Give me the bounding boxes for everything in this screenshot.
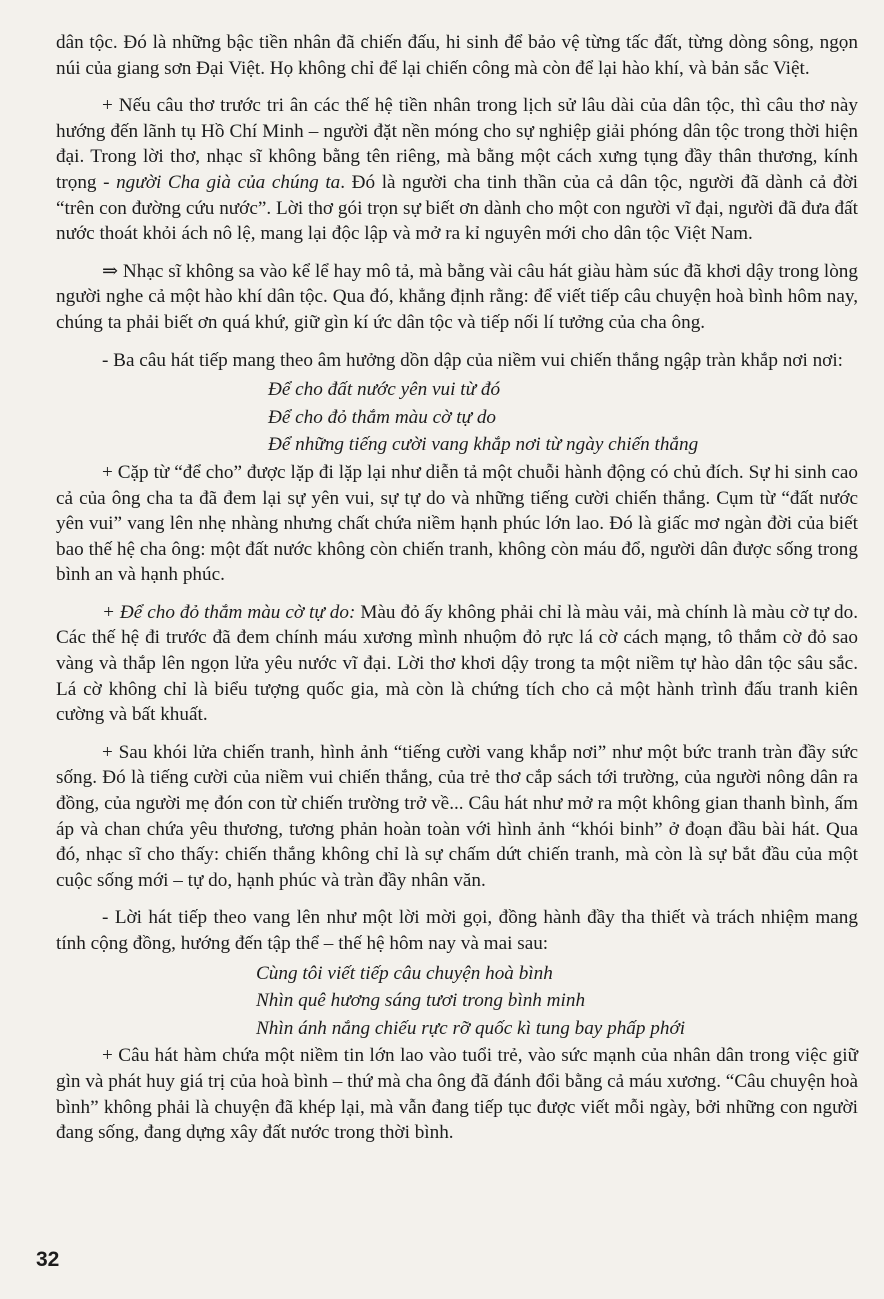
paragraph-5: + Cặp từ “để cho” được lặp đi lặp lại như diễn tả một chuỗi hành động có chủ đích. Sự hi sinh cao cả của ông cha ta đã đem lại sự yên vui, sự tự do và những tiếng cười chiến thắng. Cụm từ “đất nước yên vui” vang lên nhẹ nhàng nhưng chất chứa niềm hạnh phúc lớn lao. Đó là giấc mơ ngàn đời của biết bao thế hệ cha ông: một đất nước không còn chiến tranh, không còn máu đổ, người dân được sống trong bình an và hạnh phúc. [56,461,858,586]
verse-line: Cùng tôi viết tiếp câu chuyện hoà bình [256,962,553,984]
paragraph-6-rest: Màu đỏ ấy không phải chỉ là màu vải, mà chính là màu cờ tự do. Các thế hệ đi trước đã đem chính máu xương mình nhuộm đỏ rực lá cờ cách mạng, tô thắm cờ đỏ sao vàng và thắp lên ngọn lửa yêu nước vĩ đại. Lời thơ khơi dậy trong ta một niềm tự hào dân tộc sâu sắc. Lá cờ không chỉ là biểu tượng quốc gia, mà còn là chứng tích cho cả một hành trình đấu tranh kiên cường và bất khuất. [56,601,858,726]
verse-line: Để cho đỏ thắm màu cờ tự do [268,406,497,428]
verse-block-1 [56,377,858,458]
paragraph-9: + Câu hát hàm chứa một niềm tin lớn lao vào tuổi trẻ, vào sức mạnh của nhân dân trong việc giữ gìn và phát huy giá trị của hoà bình – thứ mà cha ông đã đánh đổi bằng cả máu xương. “Câu chuyện hoà bình” không phải là chuyện đã khép lại, mà vẫn đang tiếp tục được viết mỗi ngày, bởi những con người đang sống, đang dựng xây đất nước trong thời bình. [56,1045,858,1144]
verse-block-2 [56,961,858,1042]
paragraph-2-start: + Nếu câu thơ trước tri ân các thế hệ tiền nhân trong lịch sử lâu dài của dân tộc, thì câu thơ này hướng đến lãnh tụ Hồ Chí Minh – người đặt nền móng cho sự nghiệp giải phóng dân tộc trong thời hiện đại. Trong lời thơ, nhạc sĩ không bằng tên riêng, mà bằng một cách xưng tụng đầy thân thương, kính trọng - [56,95,858,193]
paragraph-4: - Ba câu hát tiếp mang theo âm hưởng dồn dập của niềm vui chiến thắng ngập tràn khắp nơi nơi: [102,349,843,371]
paragraph-2-end: . Đó là người cha tinh thần của cả dân tộc, người đã dành cả đời “trên con đường cứu nước”. Lời thơ gói trọn sự biết ơn dành cho một con người vĩ đại, người đã đưa đất nước thoát khỏi ách nô lệ, mang lại độc lập và mở ra kỉ nguyên mới cho dân tộc Việt Nam. [56,171,858,245]
paragraph-6 [56,600,858,728]
verse-line: Để cho đất nước yên vui từ đó [268,379,501,401]
paragraph-1: dân tộc. Đó là những bậc tiền nhân đã chiến đấu, hi sinh để bảo vệ từng tấc đất, từng dòng sông, ngọn núi của giang sơn Đại Việt. Họ không chỉ để lại chiến công mà còn để lại hào khí, và bản sắc Việt. [56,32,858,79]
paragraph-7: + Sau khói lửa chiến tranh, hình ảnh “tiếng cười vang khắp nơi” như một bức tranh tràn đầy sức sống. Đó là tiếng cười của niềm vui chiến thắng, của trẻ thơ cắp sách tới trường, của người nông dân ra đồng, của người mẹ đón con từ chiến trường trở về... Câu hát như mở ra một không gian thanh bình, ấm áp và chan chứa yêu thương, tương phản hoàn toàn với hình ảnh “khói binh” ở đoạn đầu bài hát. Qua đó, nhạc sĩ cho thấy: chiến thắng không chỉ là sự chấm dứt chiến tranh, mà còn là sự bắt đầu của một cuộc sống mới – tự do, hạnh phúc và tràn đầy nhân văn. [56,741,858,891]
paragraph-3: ⇒ Nhạc sĩ không sa vào kể lể hay mô tả, mà bằng vài câu hát giàu hàm súc đã khơi dậy trong lòng người nghe cả một hào khí dân tộc. Qua đó, khẳng định rằng: để viết tiếp câu chuyện hoà bình hôm nay, chúng ta phải biết ơn quá khứ, giữ gìn kí ức dân tộc và tiếp nối lí tưởng của cha ông. [56,260,858,333]
paragraph-2-italic: người Cha già của chúng ta [116,171,341,193]
verse-line: Nhìn quê hương sáng tươi trong bình minh [256,990,586,1012]
verse-line: Để những tiếng cười vang khắp nơi từ ngày chiến thắng [268,434,699,456]
verse-line: Nhìn ánh nắng chiếu rực rỡ quốc kì tung bay phấp phới [256,1017,686,1039]
paragraph-6-italic: + Để cho đỏ thắm màu cờ tự do: [102,601,356,623]
page-number: 32 [36,1248,60,1271]
paragraph-8: - Lời hát tiếp theo vang lên như một lời mời gọi, đồng hành đầy tha thiết và trách nhiệm mang tính cộng đồng, hướng đến tập thể – thế hệ hôm nay và mai sau: [56,907,858,954]
paragraph-2 [56,93,858,247]
